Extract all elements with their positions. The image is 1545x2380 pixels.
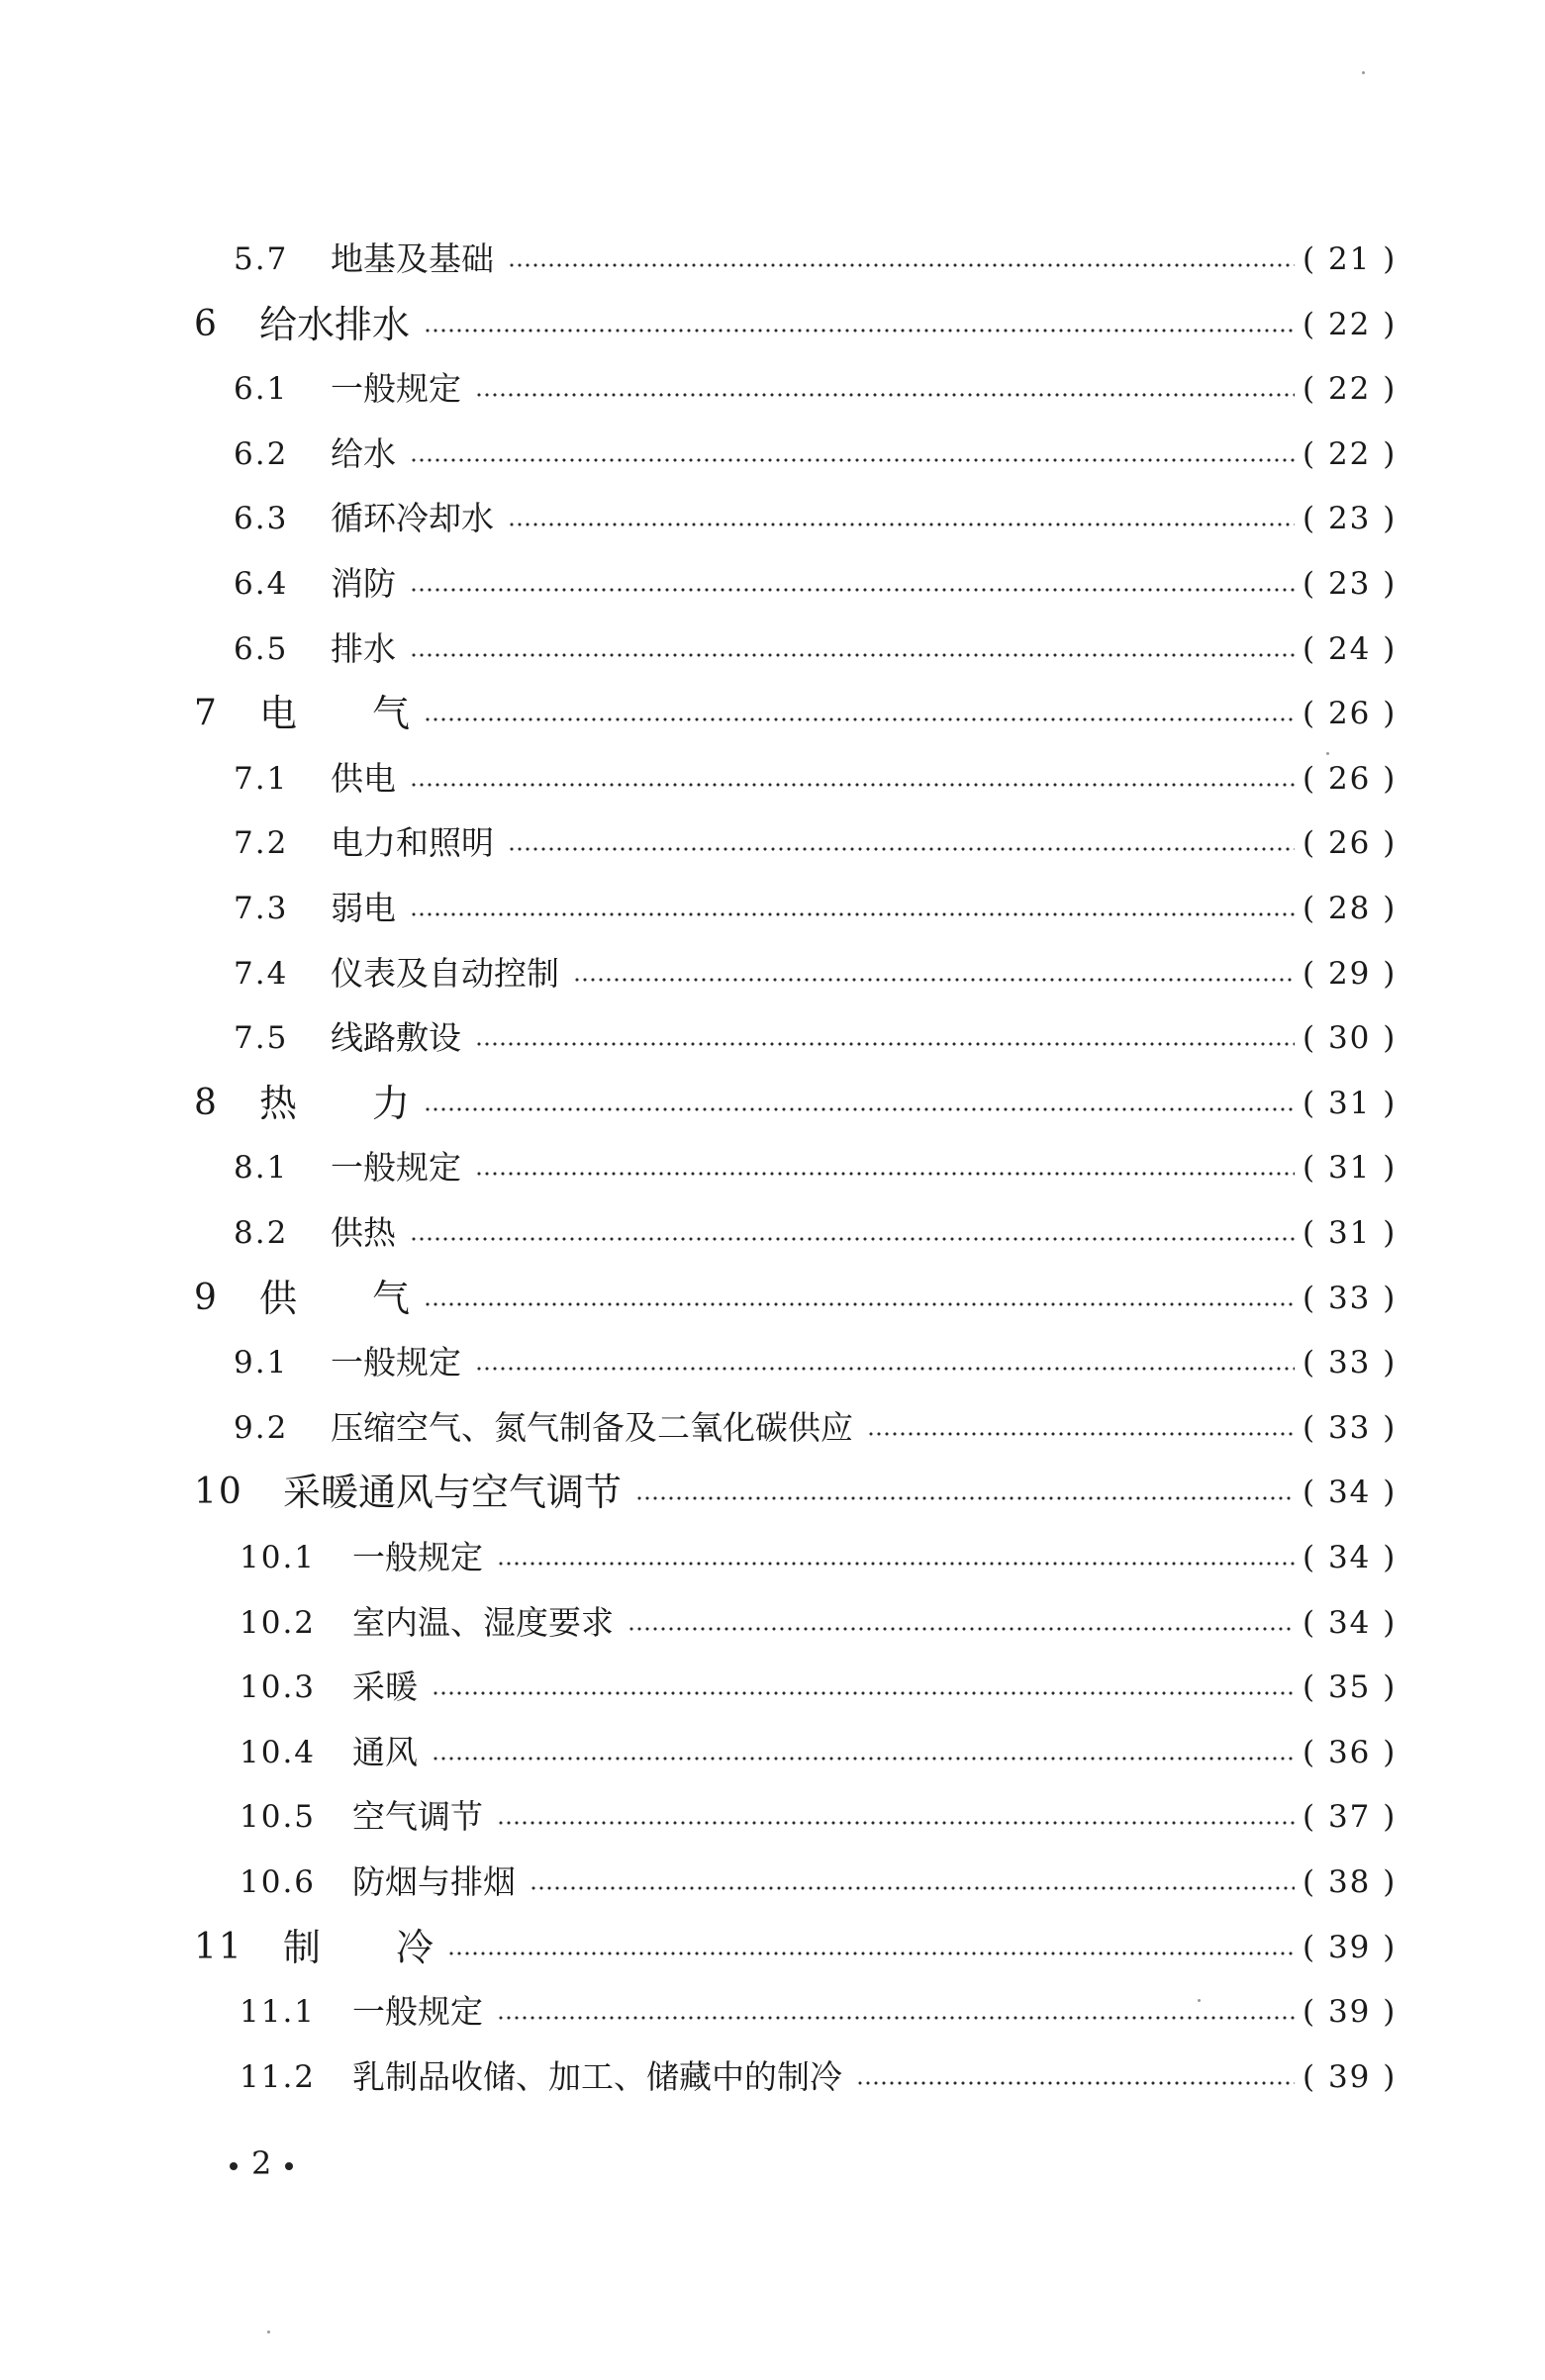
entry-number: 9 (194, 1277, 219, 1318)
toc-section-row[interactable] (0, 359, 1545, 419)
entry-page-number: ( 24 ) (1303, 630, 1398, 667)
scan-speck (1198, 1999, 1201, 2002)
entry-page-number: ( 33 ) (1303, 1280, 1398, 1316)
dot-leader (410, 1203, 1295, 1263)
dot-leader (410, 619, 1295, 679)
toc-section-row[interactable] (0, 554, 1545, 614)
entry-title: 压缩空气、氮气制备及二氧化碳供应 (331, 1407, 853, 1447)
entry-title: 一般规定 (331, 1148, 461, 1188)
entry-number: 8.1 (234, 1150, 289, 1187)
entry-title: 供电 (331, 758, 396, 798)
entry-title: 给水排水 (259, 302, 411, 346)
toc-chapter-row[interactable] (0, 1269, 1545, 1328)
entry-number: 10.4 (240, 1734, 317, 1770)
entry-page-number: ( 31 ) (1303, 1085, 1398, 1121)
entry-page-number: ( 39 ) (1303, 1994, 1398, 2031)
dot-leader (867, 1398, 1295, 1458)
dot-leader (635, 1463, 1295, 1522)
toc-chapter-row[interactable] (0, 1463, 1545, 1522)
entry-title: 采暖 (352, 1667, 418, 1707)
dot-leader (410, 554, 1295, 614)
toc-section-row[interactable] (0, 813, 1545, 873)
entry-title: 热 力 (259, 1081, 411, 1125)
toc-section-row[interactable] (0, 1008, 1545, 1068)
entry-number: 10.5 (240, 1799, 317, 1836)
toc-section-row[interactable] (0, 1658, 1545, 1717)
entry-title: 给水 (331, 433, 396, 473)
toc-section-row[interactable] (0, 749, 1545, 809)
entry-title: 采暖通风与空气调节 (283, 1471, 623, 1515)
entry-title: 弱电 (331, 889, 396, 927)
toc-section-row[interactable] (0, 944, 1545, 1003)
entry-number: 5.7 (234, 241, 289, 277)
dot-leader (628, 1593, 1295, 1653)
dot-leader (424, 1269, 1295, 1328)
entry-title: 电力和照明 (331, 823, 494, 863)
entry-page-number: ( 34 ) (1303, 1475, 1398, 1511)
entry-title: 通风 (352, 1732, 418, 1771)
toc-section-row[interactable] (0, 1787, 1545, 1847)
entry-page-number: ( 34 ) (1303, 1604, 1398, 1641)
toc-chapter-row[interactable] (0, 1918, 1545, 1977)
entry-title: 循环冷却水 (331, 499, 494, 538)
toc-section-row[interactable] (0, 619, 1545, 679)
toc-section-row[interactable] (0, 1593, 1545, 1653)
entry-number: 10.3 (240, 1669, 317, 1706)
entry-number: 6 (194, 303, 219, 344)
dot-leader (475, 1138, 1295, 1197)
toc-section-row[interactable] (0, 2047, 1545, 2107)
entry-page-number: ( 33 ) (1303, 1409, 1398, 1446)
entry-page-number: ( 23 ) (1303, 566, 1398, 602)
entry-number: 10.2 (240, 1604, 317, 1641)
entry-title: 一般规定 (331, 369, 461, 409)
entry-number: 7.2 (234, 825, 289, 862)
toc-section-row[interactable] (0, 1528, 1545, 1587)
entry-page-number: ( 26 ) (1303, 825, 1398, 862)
entry-title: 乳制品收储、加工、储藏中的制冷 (352, 2056, 842, 2096)
scan-speck (1362, 71, 1365, 74)
entry-page-number: ( 26 ) (1303, 760, 1398, 797)
entry-number: 11 (194, 1926, 243, 1967)
entry-title: 一般规定 (352, 1538, 483, 1576)
entry-page-number: ( 26 ) (1303, 696, 1398, 732)
entry-number: 10.1 (240, 1540, 317, 1575)
toc-section-row[interactable] (0, 1982, 1545, 2042)
entry-number: 8.2 (234, 1215, 289, 1251)
entry-title: 一般规定 (352, 1992, 483, 2032)
entry-number: 6.3 (234, 501, 289, 537)
entry-title: 防烟与排烟 (352, 1862, 516, 1901)
entry-title: 电 气 (259, 692, 411, 736)
entry-page-number: ( 34 ) (1303, 1540, 1398, 1575)
dot-leader (424, 684, 1295, 743)
entry-page-number: ( 39 ) (1303, 2058, 1398, 2095)
toc-section-row[interactable] (0, 879, 1545, 938)
entry-page-number: ( 22 ) (1303, 435, 1398, 472)
entry-title: 一般规定 (331, 1343, 461, 1382)
entry-number: 7.5 (234, 1020, 289, 1057)
entry-page-number: ( 21 ) (1303, 241, 1398, 277)
entry-page-number: ( 23 ) (1303, 501, 1398, 537)
entry-title: 供热 (331, 1213, 396, 1252)
entry-page-number: ( 22 ) (1303, 306, 1398, 342)
entry-page-number: ( 39 ) (1303, 1929, 1398, 1965)
entry-number: 11.1 (240, 1994, 317, 2031)
toc-chapter-row[interactable] (0, 1074, 1545, 1133)
entry-page-number: ( 28 ) (1303, 891, 1398, 926)
entry-title: 排水 (331, 628, 396, 668)
toc-section-row[interactable] (0, 489, 1545, 548)
folio-dot-right (285, 2162, 293, 2170)
entry-number: 8 (194, 1082, 219, 1123)
entry-number: 7.1 (234, 760, 289, 797)
scan-speck (1326, 752, 1329, 755)
dot-leader (497, 1528, 1295, 1587)
toc-chapter-row[interactable] (0, 684, 1545, 743)
entry-number: 10 (194, 1472, 243, 1513)
dot-leader (424, 1074, 1295, 1133)
toc-section-row[interactable] (0, 230, 1545, 289)
dot-leader (508, 813, 1295, 873)
entry-page-number: ( 35 ) (1303, 1669, 1398, 1706)
toc-section-row[interactable] (0, 1333, 1545, 1392)
toc-section-row[interactable] (0, 425, 1545, 484)
entry-number: 10.6 (240, 1864, 317, 1900)
entry-page-number: ( 37 ) (1303, 1799, 1398, 1836)
dot-leader (508, 489, 1295, 548)
scan-speck (267, 2331, 270, 2333)
folio-dot-left (230, 2162, 238, 2170)
entry-number: 6.2 (234, 435, 289, 472)
entry-title: 仪表及自动控制 (331, 953, 559, 993)
entry-page-number: ( 33 ) (1303, 1345, 1398, 1381)
entry-title: 地基及基础 (331, 239, 494, 278)
dot-leader (530, 1853, 1295, 1912)
dot-leader (410, 425, 1295, 484)
toc-section-row[interactable] (0, 1853, 1545, 1912)
dot-leader (410, 749, 1295, 809)
entry-title: 供 气 (259, 1276, 411, 1320)
toc-section-row[interactable] (0, 1723, 1545, 1782)
entry-number: 6.4 (234, 566, 289, 602)
page-folio (216, 2136, 307, 2191)
dot-leader (573, 944, 1295, 1003)
entry-number: 7.4 (234, 955, 289, 992)
dot-leader (475, 1008, 1295, 1068)
entry-title: 消防 (331, 564, 396, 603)
toc-section-row[interactable] (0, 1138, 1545, 1197)
toc-section-row[interactable] (0, 1203, 1545, 1263)
dot-leader (447, 1918, 1295, 1977)
dot-leader (475, 359, 1295, 419)
entry-number: 6.1 (234, 371, 289, 408)
entry-number: 9.2 (234, 1409, 289, 1446)
dot-leader (856, 2047, 1295, 2107)
entry-number: 6.5 (234, 630, 289, 667)
entry-number: 7 (194, 693, 219, 734)
dot-leader (475, 1333, 1295, 1392)
entry-page-number: ( 31 ) (1303, 1215, 1398, 1251)
entry-title: 制 冷 (283, 1925, 435, 1969)
entry-page-number: ( 38 ) (1303, 1864, 1398, 1900)
entry-page-number: ( 36 ) (1303, 1734, 1398, 1770)
dot-leader (410, 879, 1295, 938)
entry-number: 7.3 (234, 891, 289, 926)
toc-chapter-row[interactable] (0, 295, 1545, 354)
dot-leader (497, 1787, 1295, 1847)
entry-page-number: ( 30 ) (1303, 1020, 1398, 1057)
entry-title: 室内温、湿度要求 (352, 1602, 614, 1642)
dot-leader (432, 1658, 1295, 1717)
page-number: 2 (251, 2144, 272, 2182)
entry-page-number: ( 22 ) (1303, 371, 1398, 408)
dot-leader (497, 1982, 1295, 2042)
dot-leader (432, 1723, 1295, 1782)
dot-leader (508, 230, 1295, 289)
entry-page-number: ( 29 ) (1303, 955, 1398, 992)
entry-number: 9.1 (234, 1345, 289, 1381)
entry-page-number: ( 31 ) (1303, 1150, 1398, 1187)
entry-title: 空气调节 (352, 1797, 483, 1837)
toc-section-row[interactable] (0, 1398, 1545, 1458)
dot-leader (424, 295, 1295, 354)
entry-title: 线路敷设 (331, 1018, 461, 1058)
entry-number: 11.2 (240, 2058, 317, 2095)
